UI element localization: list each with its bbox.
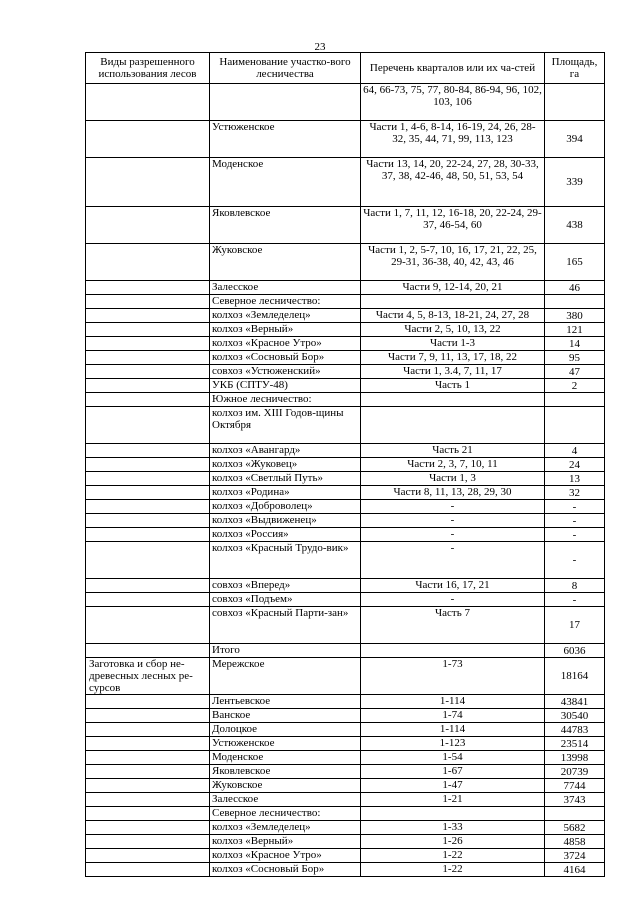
table-row <box>86 593 605 607</box>
table-row <box>86 444 605 458</box>
area-cell <box>545 807 605 821</box>
use-type-cell <box>86 393 210 407</box>
area-cell: 165 <box>545 244 605 281</box>
area-cell: 20739 <box>545 765 605 779</box>
use-type-cell <box>86 407 210 444</box>
quarters-cell: 1-67 <box>361 765 545 779</box>
table-row <box>86 472 605 486</box>
area-cell: 380 <box>545 309 605 323</box>
quarters-cell <box>361 407 545 444</box>
quarters-cell: Части 2, 5, 10, 13, 22 <box>361 323 545 337</box>
header-area: Площадь, га <box>545 53 605 84</box>
use-type-cell: Заготовка и сбор не-древесных лесных ре-сурсов <box>86 658 210 695</box>
quarters-cell: 1-114 <box>361 695 545 709</box>
area-cell: 5682 <box>545 821 605 835</box>
quarters-cell: 1-123 <box>361 737 545 751</box>
table-row <box>86 779 605 793</box>
header-use-type: Виды разрешенного использования лесов <box>86 53 210 84</box>
forestry-name-cell: Моденское <box>210 751 361 765</box>
forestry-name-cell: Лентьевское <box>210 695 361 709</box>
area-cell: 30540 <box>545 709 605 723</box>
forestry-name-cell: колхоз «Авангард» <box>210 444 361 458</box>
table-row <box>86 351 605 365</box>
forestry-name-cell: Жуковское <box>210 779 361 793</box>
table-row <box>86 658 605 695</box>
forestry-name-cell: колхоз «Земледелец» <box>210 309 361 323</box>
forestry-name-cell: колхоз «Жуковец» <box>210 458 361 472</box>
use-type-cell <box>86 84 210 121</box>
use-type-cell <box>86 323 210 337</box>
table-row <box>86 393 605 407</box>
quarters-cell <box>361 644 545 658</box>
forestry-name-cell: Ванское <box>210 709 361 723</box>
quarters-cell: Части 9, 12-14, 20, 21 <box>361 281 545 295</box>
table-row <box>86 528 605 542</box>
use-type-cell <box>86 821 210 835</box>
area-cell: - <box>545 593 605 607</box>
quarters-cell: 1-22 <box>361 849 545 863</box>
table-row <box>86 542 605 579</box>
use-type-cell <box>86 207 210 244</box>
use-type-cell <box>86 528 210 542</box>
forestry-name-cell: Итого <box>210 644 361 658</box>
table-row <box>86 486 605 500</box>
forestry-name-cell: Яковлевское <box>210 765 361 779</box>
area-cell: 44783 <box>545 723 605 737</box>
area-cell: 438 <box>545 207 605 244</box>
quarters-cell: - <box>361 593 545 607</box>
table-row <box>86 281 605 295</box>
quarters-cell: 1-47 <box>361 779 545 793</box>
quarters-cell: 1-33 <box>361 821 545 835</box>
area-cell: - <box>545 528 605 542</box>
table-row <box>86 695 605 709</box>
table-row <box>86 737 605 751</box>
use-type-cell <box>86 644 210 658</box>
table-row <box>86 407 605 444</box>
table-row <box>86 607 605 644</box>
forestry-name-cell: совхоз «Красный Парти-зан» <box>210 607 361 644</box>
quarters-cell: Части 7, 9, 11, 13, 17, 18, 22 <box>361 351 545 365</box>
area-cell: 8 <box>545 579 605 593</box>
forestry-name-cell: колхоз им. XIII Годов-щины Октября <box>210 407 361 444</box>
use-type-cell <box>86 709 210 723</box>
area-cell <box>545 295 605 309</box>
forestry-name-cell: Жуковское <box>210 244 361 281</box>
area-cell <box>545 407 605 444</box>
quarters-cell: Часть 7 <box>361 607 545 644</box>
quarters-cell: 1-73 <box>361 658 545 695</box>
area-cell <box>545 393 605 407</box>
forestry-name-cell: Устюженское <box>210 121 361 158</box>
use-type-cell <box>86 158 210 207</box>
quarters-cell: Части 1, 4-6, 8-14, 16-19, 24, 26, 28-32, 35, 44, 71, 99, 113, 123 <box>361 121 545 158</box>
header-forestry-name: Наименование участко-вого лесничества <box>210 53 361 84</box>
use-type-cell <box>86 351 210 365</box>
forestry-name-cell: Устюженское <box>210 737 361 751</box>
table-row <box>86 514 605 528</box>
area-cell: - <box>545 514 605 528</box>
quarters-cell: - <box>361 528 545 542</box>
use-type-cell <box>86 472 210 486</box>
quarters-cell: Часть 1 <box>361 379 545 393</box>
use-type-cell <box>86 751 210 765</box>
table-row <box>86 751 605 765</box>
table-row <box>86 323 605 337</box>
area-cell: 24 <box>545 458 605 472</box>
use-type-cell <box>86 500 210 514</box>
forestry-name-cell: колхоз «Верный» <box>210 835 361 849</box>
use-type-cell <box>86 779 210 793</box>
use-type-cell <box>86 807 210 821</box>
quarters-cell <box>361 807 545 821</box>
area-cell: 2 <box>545 379 605 393</box>
forestry-name-cell: Моденское <box>210 158 361 207</box>
use-type-cell <box>86 835 210 849</box>
quarters-cell: Части 1, 2, 5-7, 10, 16, 17, 21, 22, 25, 29-31, 36-38, 40, 42, 43, 46 <box>361 244 545 281</box>
use-type-cell <box>86 444 210 458</box>
quarters-cell: Части 1, 7, 11, 12, 16-18, 20, 22-24, 29-37, 46-54, 60 <box>361 207 545 244</box>
quarters-cell: 1-26 <box>361 835 545 849</box>
use-type-cell <box>86 379 210 393</box>
quarters-cell: 1-21 <box>361 793 545 807</box>
area-cell: 32 <box>545 486 605 500</box>
quarters-cell: 1-22 <box>361 863 545 877</box>
area-cell: 13998 <box>545 751 605 765</box>
use-type-cell <box>86 458 210 472</box>
area-cell: 17 <box>545 607 605 644</box>
forestry-name-cell: Южное лесничество: <box>210 393 361 407</box>
use-type-cell <box>86 579 210 593</box>
quarters-cell: 64, 66-73, 75, 77, 80-84, 86-94, 96, 102, 103, 106 <box>361 84 545 121</box>
area-cell: 339 <box>545 158 605 207</box>
area-cell: 3724 <box>545 849 605 863</box>
area-cell: 13 <box>545 472 605 486</box>
table-row <box>86 723 605 737</box>
use-type-cell <box>86 695 210 709</box>
forestry-name-cell: колхоз «Сосновый Бор» <box>210 351 361 365</box>
forestry-name-cell <box>210 84 361 121</box>
forestry-name-cell: колхоз «Земледелец» <box>210 821 361 835</box>
use-type-cell <box>86 863 210 877</box>
area-cell: 95 <box>545 351 605 365</box>
header-quarters: Перечень кварталов или их ча-стей <box>361 53 545 84</box>
forestry-name-cell: совхоз «Подъем» <box>210 593 361 607</box>
quarters-cell: 1-54 <box>361 751 545 765</box>
table-row <box>86 379 605 393</box>
use-type-cell <box>86 765 210 779</box>
table-row <box>86 579 605 593</box>
table-row <box>86 644 605 658</box>
table-row <box>86 244 605 281</box>
quarters-cell: Части 1, 3.4, 7, 11, 17 <box>361 365 545 379</box>
quarters-cell: 1-74 <box>361 709 545 723</box>
table-row <box>86 709 605 723</box>
table-row <box>86 458 605 472</box>
area-cell: 394 <box>545 121 605 158</box>
table-row <box>86 835 605 849</box>
area-cell: 4164 <box>545 863 605 877</box>
use-type-cell <box>86 607 210 644</box>
forestry-name-cell: колхоз «Светлый Путь» <box>210 472 361 486</box>
forestry-name-cell: Залесское <box>210 793 361 807</box>
forestry-name-cell: колхоз «Доброволец» <box>210 500 361 514</box>
area-cell: 46 <box>545 281 605 295</box>
table-row <box>86 849 605 863</box>
table-row <box>86 295 605 309</box>
area-cell: 7744 <box>545 779 605 793</box>
area-cell: 23514 <box>545 737 605 751</box>
area-cell: 14 <box>545 337 605 351</box>
area-cell: - <box>545 542 605 579</box>
use-type-cell <box>86 486 210 500</box>
area-cell: 47 <box>545 365 605 379</box>
area-cell <box>545 84 605 121</box>
area-cell: 3743 <box>545 793 605 807</box>
quarters-cell: Части 16, 17, 21 <box>361 579 545 593</box>
forestry-name-cell: Северное лесничество: <box>210 807 361 821</box>
quarters-cell <box>361 295 545 309</box>
use-type-cell <box>86 542 210 579</box>
forestry-name-cell: совхоз «Вперед» <box>210 579 361 593</box>
forestry-name-cell: колхоз «Выдвиженец» <box>210 514 361 528</box>
table-row <box>86 207 605 244</box>
forestry-name-cell: колхоз «Красный Трудо-вик» <box>210 542 361 579</box>
table-row <box>86 793 605 807</box>
forestry-name-cell: колхоз «Верный» <box>210 323 361 337</box>
use-type-cell <box>86 849 210 863</box>
quarters-cell: Части 1-3 <box>361 337 545 351</box>
quarters-cell: Часть 21 <box>361 444 545 458</box>
use-type-cell <box>86 737 210 751</box>
table-row <box>86 500 605 514</box>
area-cell: 4 <box>545 444 605 458</box>
use-type-cell <box>86 244 210 281</box>
quarters-cell: Части 4, 5, 8-13, 18-21, 24, 27, 28 <box>361 309 545 323</box>
forestry-name-cell: колхоз «Сосновый Бор» <box>210 863 361 877</box>
table-row <box>86 337 605 351</box>
use-type-cell <box>86 365 210 379</box>
forestry-name-cell: совхоз «Устюженский» <box>210 365 361 379</box>
use-type-cell <box>86 337 210 351</box>
area-cell: 121 <box>545 323 605 337</box>
table-row <box>86 309 605 323</box>
quarters-cell: Части 1, 3 <box>361 472 545 486</box>
quarters-cell: 1-114 <box>361 723 545 737</box>
table-header-row <box>86 53 605 84</box>
use-type-cell <box>86 281 210 295</box>
quarters-cell: Части 2, 3, 7, 10, 11 <box>361 458 545 472</box>
table-row <box>86 121 605 158</box>
quarters-cell: Части 13, 14, 20, 22-24, 27, 28, 30-33, 37, 38, 42-46, 48, 50, 51, 53, 54 <box>361 158 545 207</box>
quarters-cell <box>361 393 545 407</box>
table-row <box>86 84 605 121</box>
forestry-name-cell: Залесское <box>210 281 361 295</box>
use-type-cell <box>86 121 210 158</box>
area-cell: 43841 <box>545 695 605 709</box>
forestry-name-cell: колхоз «Красное Утро» <box>210 337 361 351</box>
area-cell: - <box>545 500 605 514</box>
use-type-cell <box>86 309 210 323</box>
forestry-name-cell: Яковлевское <box>210 207 361 244</box>
table-row <box>86 821 605 835</box>
use-type-cell <box>86 723 210 737</box>
forestry-name-cell: колхоз «Родина» <box>210 486 361 500</box>
table-row <box>86 365 605 379</box>
forestry-name-cell: Мережское <box>210 658 361 695</box>
table-row <box>86 765 605 779</box>
quarters-cell: - <box>361 514 545 528</box>
forestry-name-cell: Северное лесничество: <box>210 295 361 309</box>
table-row <box>86 807 605 821</box>
quarters-cell: - <box>361 542 545 579</box>
use-type-cell <box>86 793 210 807</box>
use-type-cell <box>86 295 210 309</box>
forest-use-table <box>85 52 605 877</box>
table-row <box>86 158 605 207</box>
forestry-name-cell: УКБ (СПТУ-48) <box>210 379 361 393</box>
use-type-cell <box>86 514 210 528</box>
use-type-cell <box>86 593 210 607</box>
forestry-name-cell: колхоз «Россия» <box>210 528 361 542</box>
area-cell: 6036 <box>545 644 605 658</box>
area-cell: 18164 <box>545 658 605 695</box>
area-cell: 4858 <box>545 835 605 849</box>
table-row <box>86 863 605 877</box>
forestry-name-cell: Долоцкое <box>210 723 361 737</box>
quarters-cell: Части 8, 11, 13, 28, 29, 30 <box>361 486 545 500</box>
page-number: 23 <box>314 41 326 53</box>
quarters-cell: - <box>361 500 545 514</box>
forestry-name-cell: колхоз «Красное Утро» <box>210 849 361 863</box>
